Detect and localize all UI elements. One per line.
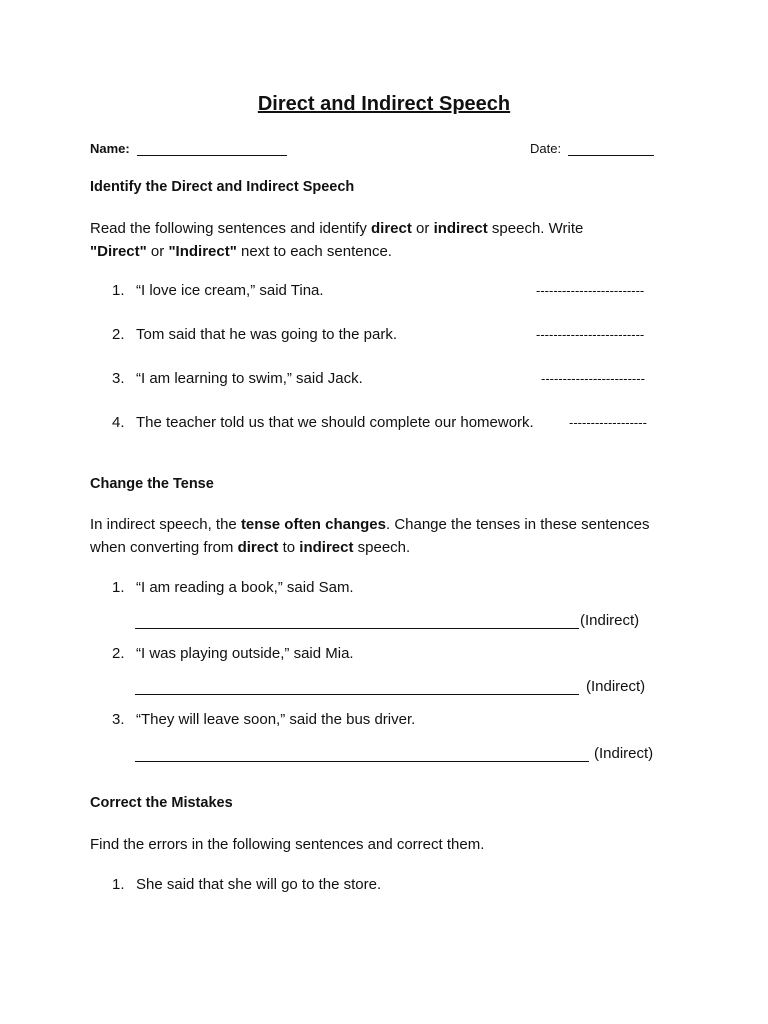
answer-line[interactable] [135, 628, 579, 629]
answer-blank[interactable]: ------------------------ [541, 371, 645, 386]
name-field [90, 141, 287, 156]
indirect-tag: (Indirect) [586, 678, 646, 695]
list-item: 1. She said that she will go to the store. [112, 876, 382, 893]
list-item: 4. The teacher told us that we should complete our homework. [112, 414, 534, 431]
list-item: 3. “I am learning to swim,” said Jack. [112, 370, 363, 387]
indirect-tag: (Indirect) [594, 745, 654, 762]
name-label: Name: [90, 141, 130, 156]
date-field [530, 141, 654, 156]
answer-blank[interactable]: ------------------------- [536, 283, 645, 298]
answer-line[interactable] [135, 694, 579, 695]
page-title: Direct and Indirect Speech [257, 93, 511, 115]
section2-instructions: In indirect speech, the tense often changes. Change the tenses in these sentences when converting from direct to indirect speech. [90, 516, 650, 556]
section-heading-mistakes: Correct the Mistakes [90, 795, 233, 811]
name-blank[interactable] [137, 143, 287, 156]
date-blank[interactable] [568, 143, 654, 156]
list-item: 3. “They will leave soon,” said the bus driver. [112, 711, 416, 728]
section3-instructions: Find the errors in the following sentences and correct them. [90, 836, 485, 853]
list-item: 2. “I was playing outside,” said Mia. [112, 645, 354, 662]
list-item: 1. “I am reading a book,” said Sam. [112, 579, 354, 596]
section-heading-tense: Change the Tense [90, 476, 214, 492]
list-item: 1. “I love ice cream,” said Tina. [112, 282, 324, 299]
section-heading-identify: Identify the Direct and Indirect Speech [90, 179, 355, 195]
section1-instructions: Read the following sentences and identify direct or indirect speech. Write "Direct" or "Indirect" next to each sentence. [90, 220, 584, 260]
answer-line[interactable] [135, 761, 589, 762]
answer-blank[interactable]: ------------------------- [536, 327, 645, 342]
answer-blank[interactable]: ------------------ [569, 415, 647, 430]
indirect-tag: (Indirect) [580, 612, 640, 629]
date-label: Date: [530, 141, 562, 156]
list-item: 2. Tom said that he was going to the park. [112, 326, 397, 343]
